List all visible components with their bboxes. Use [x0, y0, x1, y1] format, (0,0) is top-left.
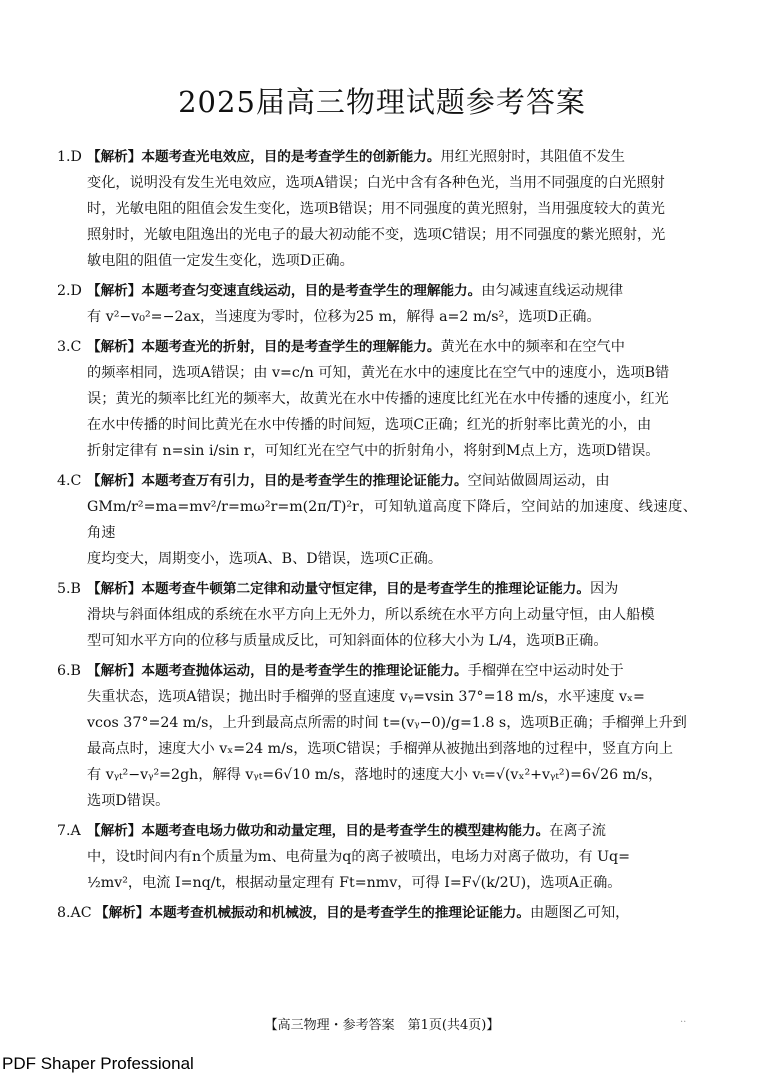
analysis-text: 由匀减速直线运动规律	[481, 283, 624, 299]
answer-line: 照射时，光敏电阻逸出的光电子的最大初动能不变，选项C错误；用不同强度的紫光照射，光	[87, 227, 666, 243]
answer-line: 度均变大，周期变小，选项A、B、D错误，选项C正确。	[87, 551, 443, 567]
analysis-heading: 【解析】本题考查万有引力，目的是考查学生的推理论证能力。	[87, 473, 468, 489]
answer-item	[57, 658, 697, 814]
answer-line: 敏电阻的阻值一定发生变化，选项D正确。	[87, 253, 354, 269]
answer-line: ½mv²，电流 I=nq/t，根据动量定理有 Ft=nmv，可得 I=F√(k/2U)，选项A正确。	[87, 875, 622, 891]
analysis-heading: 【解析】本题考查光的折射，目的是考查学生的理解能力。	[87, 339, 441, 355]
answer-line: 折射定律有 n=sin i/sin r，可知红光在空气中的折射角小，将射到M点上方，选项D错误。	[87, 443, 660, 459]
answer-item	[57, 144, 697, 274]
answer-number: 2.D	[57, 283, 82, 299]
answer-line: 有 vᵧₜ²−vᵧ²=2gh，解得 vᵧₜ=6√10 m/s，落地时的速度大小 vₜ=√(vₓ²+vᵧₜ²)=6√26 m/s，	[87, 767, 663, 783]
answer-line: 误；黄光的频率比红光的频率大，故黄光在水中传播的速度比红光在水中传播的速度小，红光	[87, 391, 669, 407]
answer-line: vcos 37°=24 m/s，上升到最高点所需的时间 t=(vᵧ−0)/g=1.8 s，选项B正确；手榴弹上升到	[87, 715, 687, 731]
analysis-text: 手榴弹在空中运动时处于	[467, 663, 624, 679]
analysis-text: 用红光照射时，其阻值不发生	[440, 149, 625, 165]
analysis-heading: 【解析】本题考查电场力做功和动量定理，目的是考查学生的模型建构能力。	[87, 823, 550, 839]
answer-number: 6.B	[57, 663, 81, 679]
analysis-text: 黄光在水中的频率和在空气中	[440, 339, 625, 355]
answer-number: 8.AC	[57, 905, 92, 921]
answer-line	[57, 468, 697, 494]
page-footer: 【高三物理・参考答案 第1页(共4页)】	[264, 1018, 500, 1033]
answer-item	[57, 818, 697, 896]
answer-number: 3.C	[57, 339, 82, 355]
answer-item	[57, 334, 697, 464]
answer-line	[57, 658, 697, 684]
answer-line	[57, 144, 697, 170]
answer-list	[57, 144, 697, 930]
answer-line: 在水中传播的时间比黄光在水中传播的时间短，选项C正确；红光的折射率比黄光的小，由	[87, 417, 652, 433]
answer-item	[57, 576, 697, 654]
answer-line	[57, 278, 697, 304]
answer-item	[57, 900, 697, 926]
answer-number: 4.C	[57, 473, 82, 489]
page-title: 2025届高三物理试题参考答案	[178, 85, 586, 119]
analysis-heading: 【解析】本题考查匀变速直线运动，目的是考查学生的理解能力。	[87, 283, 482, 299]
analysis-text: 在离子流	[549, 823, 606, 839]
answer-line: 滑块与斜面体组成的系统在水平方向上无外力，所以系统在水平方向上动量守恒，由人船模	[87, 607, 655, 623]
answer-line: 的频率相同，选项A错误；由 v=c/n 可知，黄光在水中的速度比在空气中的速度小，选项B错	[87, 365, 670, 381]
answer-line: 变化，说明没有发生光电效应，选项A错误；白光中含有各种色光，当用不同强度的白光照射	[87, 175, 665, 191]
analysis-text: 空间站做圆周运动，由	[467, 473, 610, 489]
answer-number: 5.B	[57, 581, 81, 597]
answer-line: 失重状态，选项A错误；抛出时手榴弹的竖直速度 vᵧ=vsin 37°=18 m/s，水平速度 vₓ=	[87, 689, 645, 705]
answer-line: 选项D错误。	[87, 793, 170, 809]
answer-number: 7.A	[57, 823, 81, 839]
answer-line: 有 v²−v₀²=−2ax，当速度为零时，位移为25 m，解得 a=2 m/s²，选项D正确。	[87, 309, 601, 325]
answer-line: 中，设t时间内有n个质量为m、电荷量为q的离子被喷出，电场力对离子做功，有 Uq=	[87, 849, 630, 865]
analysis-heading: 【解析】本题考查机械振动和机械波，目的是考查学生的推理论证能力。	[95, 905, 530, 921]
analysis-heading: 【解析】本题考查牛顿第二定律和动量守恒定律，目的是考查学生的推理论证能力。	[87, 581, 590, 597]
answer-line	[57, 900, 697, 926]
answer-line	[57, 818, 697, 844]
answer-line: 最高点时，速度大小 vₓ=24 m/s，选项C错误；手榴弹从被抛出到落地的过程中，竖直方向上	[87, 741, 673, 757]
answer-item	[57, 278, 697, 330]
answer-line	[57, 334, 697, 360]
analysis-text: 由题图乙可知，	[530, 905, 630, 921]
analysis-heading: 【解析】本题考查光电效应，目的是考查学生的创新能力。	[87, 149, 441, 165]
answer-line	[57, 576, 697, 602]
analysis-text: 因为	[589, 581, 619, 597]
answer-line: 时，光敏电阻的阻值会发生变化，选项B错误；用不同强度的黄光照射，当用强度较大的黄光	[87, 201, 665, 217]
answer-number: 1.D	[57, 149, 82, 165]
answer-item	[57, 468, 697, 572]
watermark-text: PDF Shaper Professional	[2, 1054, 194, 1073]
answer-line: GMm/r²=ma=mv²/r=mω²r=m(2π/T)²r，可知轨道高度下降后，空间站的加速度、线速度、角速	[87, 499, 697, 541]
answer-line: 型可知水平方向的位移与质量成反比，可知斜面体的位移大小为 L/4，选项B正确。	[87, 633, 608, 649]
footer-dots: ..	[680, 1014, 687, 1025]
analysis-heading: 【解析】本题考查抛体运动，目的是考查学生的推理论证能力。	[87, 663, 468, 679]
